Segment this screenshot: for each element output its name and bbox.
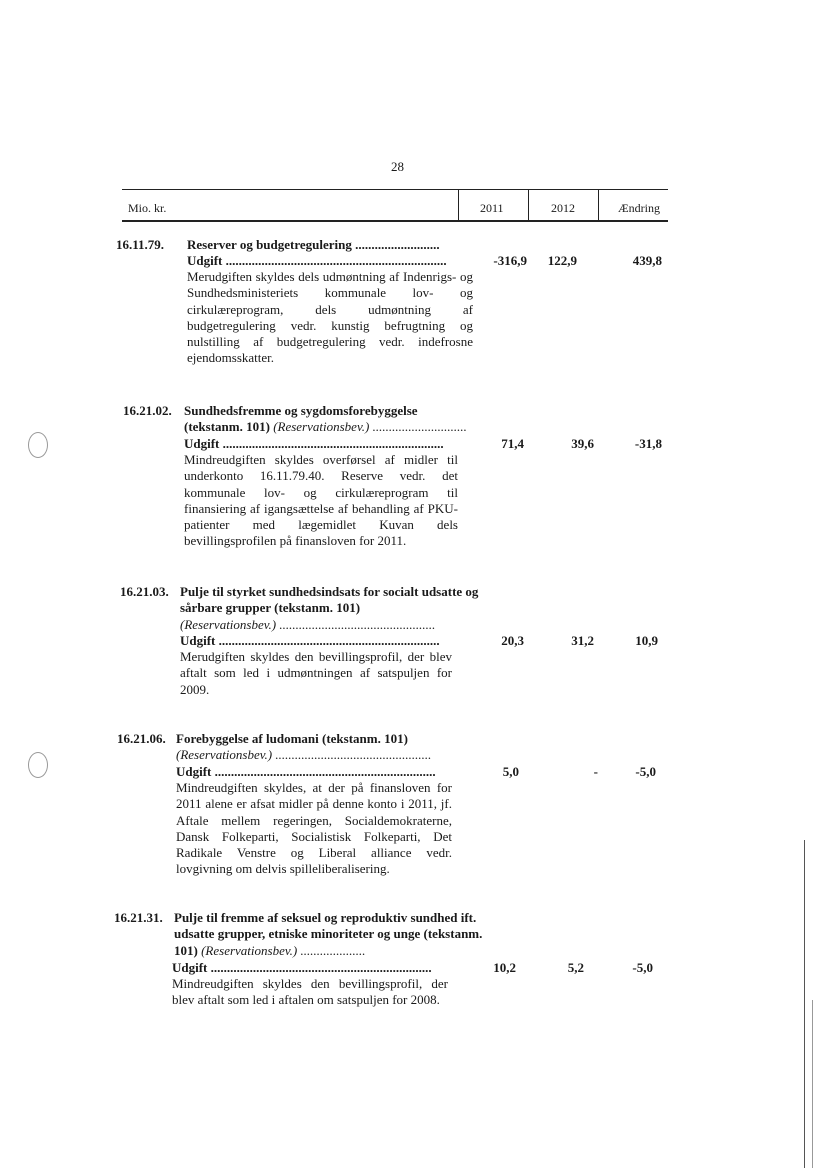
title-italic: (Reservationsbev.) ................................................ bbox=[176, 747, 432, 763]
value-2012: - bbox=[593, 764, 598, 779]
expense-label: Udgift .................................................................... bbox=[172, 960, 432, 975]
account-code: 16.21.03. bbox=[120, 584, 169, 599]
title-text: Sundhedsfremme og sygdomsforebyggelse (tekstanm. 101) bbox=[184, 403, 418, 435]
title-text: Reserver og budgetregulering .......................... bbox=[187, 237, 440, 252]
value-change: -5,0 bbox=[632, 960, 653, 975]
value-2011: 5,0 bbox=[502, 764, 519, 779]
year-2011-header: 2011 bbox=[480, 201, 504, 215]
value-2011: -316,9 bbox=[493, 253, 527, 268]
expense-label: Udgift .................................................................... bbox=[180, 633, 440, 648]
account-title bbox=[184, 403, 474, 436]
account-code: 16.21.02. bbox=[123, 403, 172, 418]
column-divider bbox=[598, 190, 599, 220]
title-italic: (Reservationsbev.) .................... bbox=[201, 942, 366, 958]
entry-description: Merudgiften skyldes den bevillingsprofil, der blev aftalt som led i udmøntningen af satspuljen for 2009. bbox=[180, 649, 452, 697]
page-number: 28 bbox=[391, 159, 404, 174]
binder-hole-mark bbox=[28, 432, 48, 458]
table-header bbox=[122, 189, 668, 222]
entry-description: Merudgiften skyldes dels udmøntning af Indenrigs- og Sundhedsministeriets kommunale lov- og cirkulæreprogram, dels udmøntning af budgetregulering vedr. kunstig befrugtning og nulstilling af budgetregulering vedr. indefrosne ejendomsskatter. bbox=[187, 269, 473, 366]
year-2012-header: 2012 bbox=[551, 201, 575, 215]
value-2011: 10,2 bbox=[493, 960, 516, 975]
account-code: 16.11.79. bbox=[116, 237, 165, 252]
column-divider bbox=[528, 190, 529, 220]
value-2011: 71,4 bbox=[501, 436, 524, 451]
value-change: -5,0 bbox=[635, 764, 656, 779]
title-text: Pulje til fremme af seksuel og reproduktiv sundhed ift. udsatte grupper, etniske minoriteter og unge (tekstanm. 101) bbox=[174, 910, 483, 958]
value-2012: 122,9 bbox=[547, 253, 577, 268]
account-title bbox=[176, 731, 476, 764]
entry-description: Mindreudgiften skyldes den bevillingsprofil, der blev aftalt som led i aftalen om satspuljen for 2008. bbox=[172, 976, 448, 1008]
account-code: 16.21.31. bbox=[114, 910, 163, 925]
title-italic: (Reservationsbev.) ............................. bbox=[273, 419, 467, 435]
unit-header: Mio. kr. bbox=[128, 201, 167, 215]
value-2012: 31,2 bbox=[571, 633, 594, 648]
account-title bbox=[187, 237, 507, 253]
change-header: Ændring bbox=[618, 201, 660, 215]
expense-label: Udgift .................................................................... bbox=[184, 436, 444, 451]
entry-description: Mindreudgiften skyldes overførsel af midler til underkonto 16.11.79.40. Reserve vedr. det kommunale lov- og cirkulæreprogram til finansiering af igangsættelse af behandling af PKU-patienter med lægemidlet Kuvan dels bevillingsprofilen på finansloven for 2011. bbox=[184, 452, 458, 549]
entry-description: Mindreudgiften skyldes, at der på finansloven for 2011 alene er afsat midler på denne konto i 2011, jf. Aftale mellem regeringen, Socialdemokraterne, Dansk Folkeparti, Socialistisk Folkeparti, Det Radikale Venstre og Liberal alliance vedr. lovgivning om delvis spilleliberalisering. bbox=[176, 780, 452, 877]
value-2012: 39,6 bbox=[571, 436, 594, 451]
value-change: 10,9 bbox=[635, 633, 658, 648]
scan-edge-line bbox=[804, 840, 805, 1168]
expense-label: Udgift .................................................................... bbox=[187, 253, 447, 268]
account-code: 16.21.06. bbox=[117, 731, 166, 746]
title-text: Pulje til styrket sundhedsindsats for socialt udsatte og sårbare grupper (tekstanm. 101) bbox=[180, 584, 479, 616]
value-change: 439,8 bbox=[632, 253, 662, 268]
value-change: -31,8 bbox=[634, 436, 662, 451]
value-2011: 20,3 bbox=[501, 633, 524, 648]
account-title bbox=[174, 910, 484, 959]
expense-label: Udgift .................................................................... bbox=[176, 764, 436, 779]
column-divider bbox=[458, 190, 459, 220]
title-italic: (Reservationsbev.) ................................................ bbox=[180, 616, 436, 632]
scan-edge-line bbox=[812, 1000, 813, 1168]
binder-hole-mark bbox=[28, 752, 48, 778]
account-title bbox=[180, 584, 490, 633]
value-2012: 5,2 bbox=[567, 960, 584, 975]
title-text: Forebyggelse af ludomani (tekstanm. 101) bbox=[176, 731, 408, 746]
